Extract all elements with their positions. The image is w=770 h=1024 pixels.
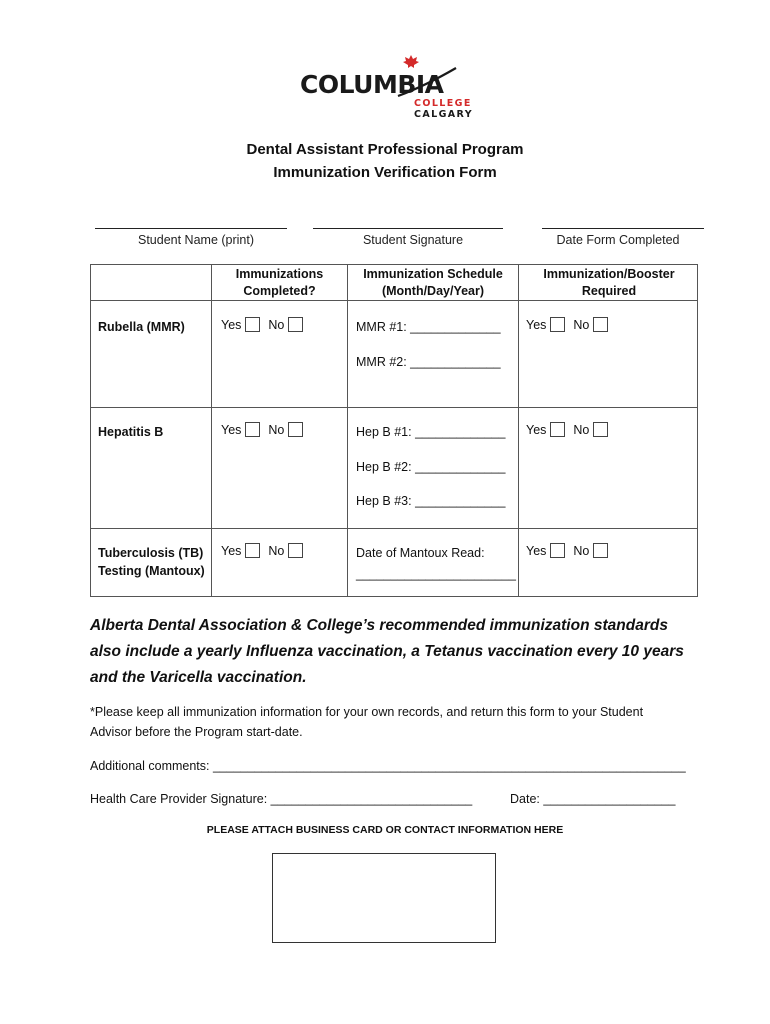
college-logo	[300, 52, 474, 122]
hepatitis-schedule-1[interactable]: Hep B #1: _____________	[356, 425, 506, 439]
additional-comments-field[interactable]: Additional comments: ____________________________________________________________________	[90, 759, 686, 773]
yes-label: Yes	[221, 543, 242, 558]
table-divider	[211, 265, 212, 596]
provider-signature-field[interactable]: Health Care Provider Signature: _____________________________	[90, 792, 473, 806]
hepatitis-completed-yes-checkbox[interactable]	[245, 422, 260, 437]
immunization-table	[90, 264, 698, 597]
tb-booster-options	[526, 543, 616, 558]
instructions-line2: Advisor before the Program start-date.	[90, 725, 303, 739]
yes-label: Yes	[221, 317, 242, 332]
hepatitis-booster-no-checkbox[interactable]	[593, 422, 608, 437]
row-tb-name-line1: Tuberculosis (TB)	[98, 546, 204, 560]
hepatitis-completed-options	[221, 422, 311, 437]
table-divider	[347, 265, 348, 596]
hepatitis-schedule-3[interactable]: Hep B #3: _____________	[356, 494, 506, 508]
hepatitis-booster-yes-checkbox[interactable]	[550, 422, 565, 437]
rubella-booster-options	[526, 317, 616, 332]
logo-college-text: COLLEGE	[414, 98, 472, 109]
table-divider	[91, 300, 697, 301]
tb-schedule-label: Date of Mantoux Read:	[356, 546, 485, 560]
row-rubella-name: Rubella (MMR)	[98, 320, 185, 334]
no-label: No	[268, 543, 285, 558]
standards-note-line3: and the Varicella vaccination.	[90, 669, 307, 686]
yes-label: Yes	[526, 422, 547, 437]
tb-completed-options	[221, 543, 311, 558]
tb-schedule-line[interactable]: _______________________	[356, 567, 516, 581]
rubella-completed-no-checkbox[interactable]	[288, 317, 303, 332]
tb-completed-no-checkbox[interactable]	[288, 543, 303, 558]
header-booster: Immunization/Booster Required	[543, 267, 675, 298]
student-name-label: Student Name (print)	[137, 233, 255, 247]
yes-label: Yes	[526, 543, 547, 558]
rubella-completed-yes-checkbox[interactable]	[245, 317, 260, 332]
student-signature-label: Student Signature	[362, 233, 464, 247]
tb-booster-yes-checkbox[interactable]	[550, 543, 565, 558]
student-name-line[interactable]	[95, 228, 287, 229]
header-completed: Immunizations Completed?	[235, 267, 324, 298]
tb-booster-no-checkbox[interactable]	[593, 543, 608, 558]
provider-date-field[interactable]: Date: ___________________	[510, 792, 676, 806]
tb-completed-yes-checkbox[interactable]	[245, 543, 260, 558]
form-title: Dental Assistant Professional Program	[246, 141, 524, 158]
logo-city-text: CALGARY	[414, 109, 474, 120]
no-label: No	[268, 317, 285, 332]
table-divider	[91, 528, 697, 529]
instructions-line1: *Please keep all immunization information for your own records, and return this form to your Student	[90, 705, 644, 719]
rubella-schedule-1[interactable]: MMR #1: _____________	[356, 320, 501, 334]
standards-note-line1: Alberta Dental Association & College’s recommended immunization standards	[90, 617, 668, 634]
header-schedule: Immunization Schedule (Month/Day/Year)	[363, 267, 503, 298]
hepatitis-completed-no-checkbox[interactable]	[288, 422, 303, 437]
attach-instruction: PLEASE ATTACH BUSINESS CARD OR CONTACT INFORMATION HERE	[206, 824, 564, 836]
business-card-box[interactable]	[272, 853, 496, 943]
yes-label: Yes	[221, 422, 242, 437]
logo-wordmark: COLUMBIA	[300, 70, 444, 99]
table-divider	[518, 265, 519, 596]
rubella-completed-options	[221, 317, 311, 332]
no-label: No	[573, 543, 590, 558]
no-label: No	[268, 422, 285, 437]
date-completed-line[interactable]	[542, 228, 704, 229]
row-hepatitis-name: Hepatitis B	[98, 425, 164, 439]
date-completed-label: Date Form Completed	[556, 233, 680, 247]
row-tb-name-line2: Testing (Mantoux)	[98, 564, 205, 578]
maple-leaf-icon	[403, 55, 419, 68]
no-label: No	[573, 317, 590, 332]
table-divider	[91, 407, 697, 408]
hepatitis-schedule-2[interactable]: Hep B #2: _____________	[356, 460, 506, 474]
rubella-booster-no-checkbox[interactable]	[593, 317, 608, 332]
standards-note-line2: also include a yearly Influenza vaccination, a Tetanus vaccination every 10 years	[90, 643, 684, 660]
student-signature-line[interactable]	[313, 228, 503, 229]
rubella-booster-yes-checkbox[interactable]	[550, 317, 565, 332]
yes-label: Yes	[526, 317, 547, 332]
rubella-schedule-2[interactable]: MMR #2: _____________	[356, 355, 501, 369]
hepatitis-booster-options	[526, 422, 616, 437]
form-subtitle: Immunization Verification Form	[273, 164, 497, 181]
no-label: No	[573, 422, 590, 437]
